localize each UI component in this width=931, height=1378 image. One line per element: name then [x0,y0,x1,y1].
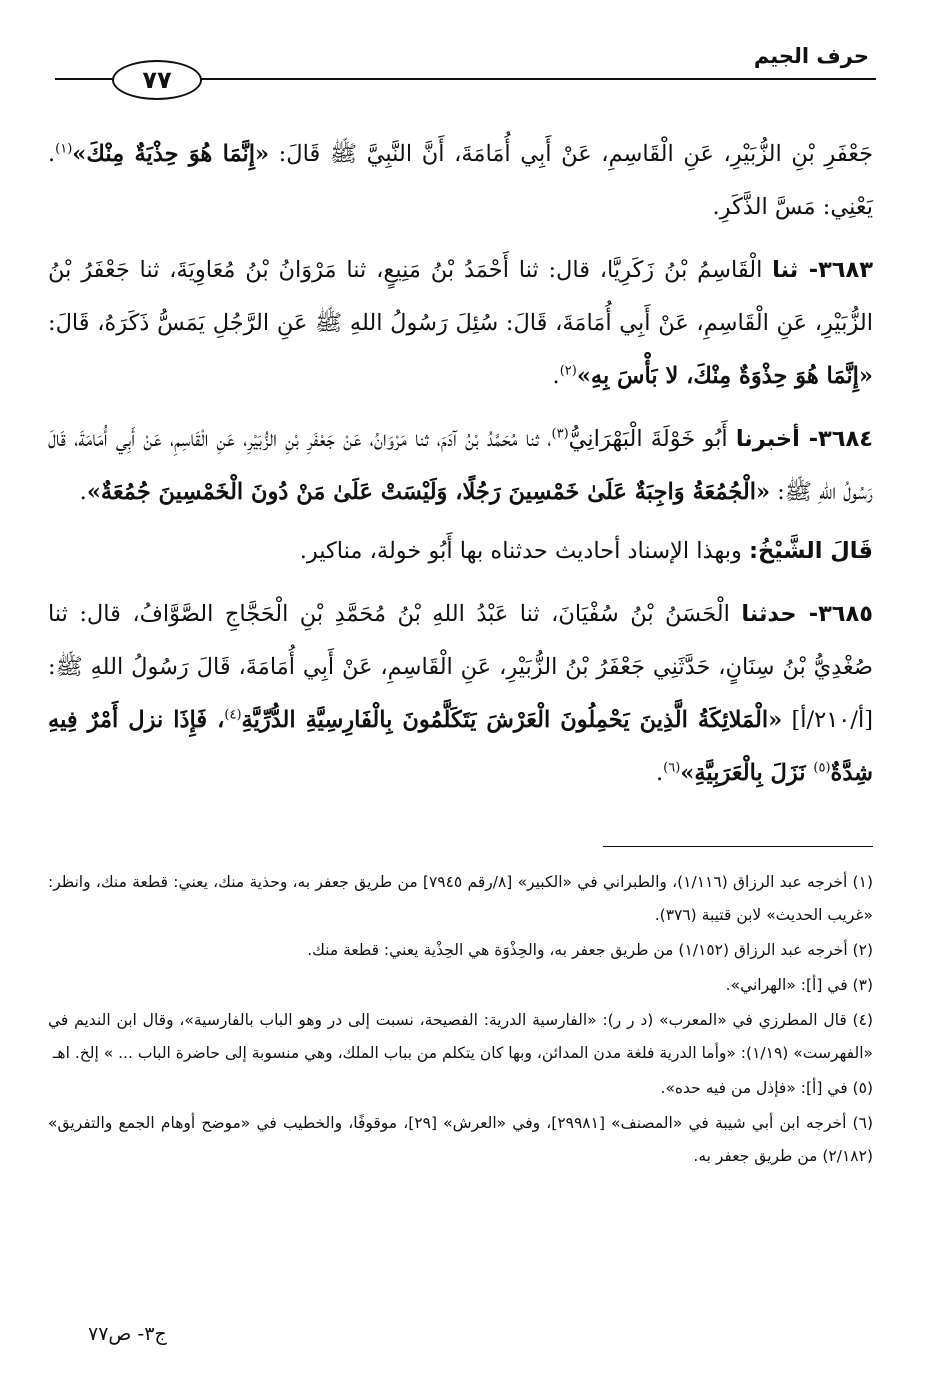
footnote-5: (٥) في [أ]: «فإذل من فيه حده». [660,1079,873,1097]
footnote-ref: (١) [55,141,73,157]
footnote-ref: (٣) [551,426,569,442]
paragraph-text: الْقَاسِمُ بْنُ زَكَرِيَّا، قال: ثنا أَحْمَدُ بْنُ مَنِيعٍ، ثنا مَرْوَانُ بْنُ مُعَاوِيَةَ، ثنا جَعْفَرُ بْنُ الزُّبَيْرِ، عَنِ الْقَاسِمِ، عَنْ أَبِي أُمَامَةَ، قَالَ: سُئِلَ رَسُولُ اللهِ ﷺ عَنِ الرَّجُلِ يَمَسُّ ذَكَرَهُ، قَالَ: [48,257,873,336]
paragraph-text: أَبُو خَوْلَةَ الْبَهْرَانِيُّ [568,426,736,452]
hadith-3683 [48,244,873,403]
paragraph-tail: . يَعْنِي: مَسَّ الذَّكَرِ. [48,141,873,220]
paragraph-text: وبهذا الإسناد أحاديث حدثناه بها أَبُو خولة، مناكير. [299,538,749,564]
footnote-3: (٣) في [أ]: «الهراني». [725,976,873,994]
page-number-badge: ٧٧ [112,60,202,100]
paragraph-tail: . [552,363,560,389]
hadith-text: «إِنَّمَا هُوَ حِذْوَةٌ مِنْكَ، لا بَأْسَ بِهِ» [576,363,873,389]
running-title: حرف الجيم [753,44,869,68]
footnote-ref: (٥) [813,760,831,776]
footnotes [48,866,873,1175]
paragraph-text: جَعْفَرِ بْنِ الزُّبَيْرِ، عَنِ الْقَاسِمِ، عَنْ أَبِي أُمَامَةَ، أَنَّ النَّبِيَّ ﷺ قَالَ: [269,141,873,167]
footnote-1: (١) أخرجه عبد الرزاق (١/١١٦)، والطبراني في «الكبير» [٨/رقم ٧٩٤٥] من طريق جعفر به، وحذية منك، يعني: قطعة منك، وانظر: «غريب الحديث» لابن قتيبة (٣٧٦). [48,873,873,924]
paragraph-text: الْحَسَنُ بْنُ سُفْيَانَ، ثنا عَبْدُ اللهِ بْنُ مُحَمَّدِ بْنِ الْحَجَّاجِ الصَّوَّافُ، قال: ثنا صُغْدِيُّ بْنُ سِنَانٍ، حَدَّثَنِي جَعْفَرُ بْنُ الزُّبَيْرِ، عَنِ الْقَاسِمِ، عَنْ أَبِي أُمَامَةَ، قَالَ رَسُولُ اللهِ ﷺ: [أ/٢١٠/أ] [48,601,873,733]
hadith-text: «الْجُمُعَةُ وَاجِبَةٌ عَلَىٰ خَمْسِينَ رَجُلًا، وَلَيْسَتْ عَلَىٰ مَنْ دُونَ الْخَمْسِينَ جُمُعَةٌ» [86,479,771,505]
footnote-2: (٢) أخرجه عبد الرزاق (١/١٥٢) من طريق جعفر به، والحِذْوَة هي الحِذْية يعني: قطعة منك. [307,941,873,959]
footnote-ref: (٢) [559,363,577,379]
footnote-4: (٤) قال المطرزي في «المعرب» (د ر ر): «الفارسية الدرية: الفصيحة، نسبت إلى در وهو الباب بالفارسية»، وقال ابن النديم في «الفهرست» (١/١٩): «وأما الدرية فلغة مدن المدائن، وبها كان يتكلم من بباب الملك، وهي منسوبة إلى حاضرة الباب ... » إلخ. اهـ [48,1011,873,1062]
hadith-number-lead: ٣٦٨٣- ثنا [772,257,873,283]
paragraph-tail: . [655,760,664,786]
sheikh-comment [48,525,873,578]
sheikh-lead: قَالَ الشَّيْخُ: [749,538,873,564]
paragraph-text-2: ، ثنا مُحَمَّدُ بْنُ آدَمَ، ثنا مَرْوَانُ، عَنْ جَعْفَرِ بْنِ الزُّبَيْرِ، عَنِ الْقَاسِمِ، عَنْ أَبِي أُمَامَةَ، قَالَ رَسُولُ اللهِ ﷺ: [48,426,873,505]
footnote-rule [603,846,873,847]
hadith-number-lead: ٣٦٨٥- حدثنا [741,601,873,627]
footnote-6: (٦) أخرجه ابن أبي شيبة في «المصنف» [٢٩٩٨١]، وفي «العرش» [٢٩]، موقوفًا، والخطيب في «موضح أوهام الجمع والتفريق» (٢/١٨٢) من طريق جعفر به. [48,1114,873,1165]
paragraph-tail: . [79,479,87,505]
main-text [48,128,873,806]
hadith-text: «الْمَلائِكَةُ الَّذِينَ يَحْمِلُونَ الْعَرْشَ يَتَكَلَّمُونَ بِالْفَارِسِيَّةِ الدُّرِّيَّةِ [241,707,783,733]
paragraph-continuation [48,128,873,234]
hadith-text-2: ، فَإِذَا نزل أَمْرٌ فِيهِ شِدَّةٌ [48,707,873,786]
footnote-ref: (٤) [224,707,242,723]
hadith-3685 [48,588,873,800]
volume-page-marker: ج٣- ص٧٧ [88,1323,167,1345]
hadith-number-lead: ٣٦٨٤- أخبرنا [735,426,873,452]
footnote-ref: (٦) [663,760,681,776]
hadith-text-3: نَزَلَ بِالْعَرَبِيَّةِ» [680,760,814,786]
hadith-3684 [48,413,873,519]
hadith-text: «إِنَّمَا هُوَ حِذْيَةٌ مِنْكَ» [72,141,270,167]
